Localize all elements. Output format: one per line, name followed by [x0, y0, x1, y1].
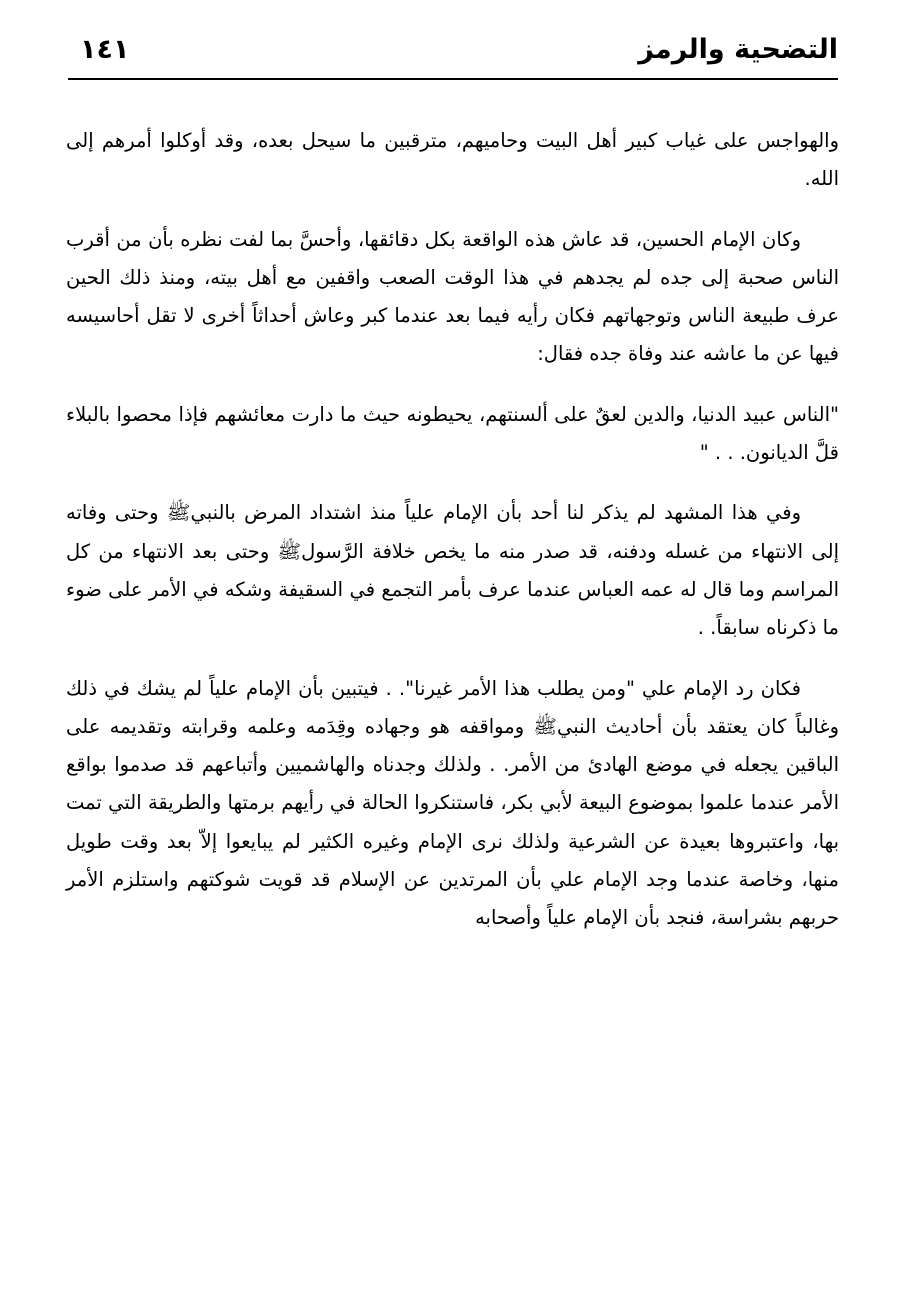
paragraph-continuation: والهواجس على غياب كبير أهل البيت وحاميهم، مترقبين ما سيحل بعده، وقد أوكلوا أمرهم إلى الله. — [66, 129, 839, 191]
body-text — [66, 122, 839, 960]
paragraph-quotation: "الناس عبيد الدنيا، والدين لعقٌ على ألسنتهم، يحيطونه حيث ما دارت معائشهم فإذا محصوا بالبلاء قلَّ الديانون. . . " — [66, 402, 839, 465]
page-number: ١٤١ — [80, 34, 130, 65]
paragraph-imam-hussein: وكان الإمام الحسين، قد عاش هذه الواقعة بكل دقائقها، وأحسَّ بما لفت نظره بأن من أقرب الناس صحبة إلى جده لم يجدهم في هذا الوقت الصعب واقفين مع أهل بيته، ومنذ ذلك الحين عرف طبيعة الناس وتوجهاتهم فكان رأيه فيما بعد عندما كبر وعاش أحداثاً أخرى لا تقل أحاسيسه فيها عن ما عاشه عند وفاة جده فقال: — [66, 227, 839, 366]
paragraph-scene: وفي هذا المشهد لم يذكر لنا أحد بأن الإمام علياً منذ اشتداد المرض بالنبيﷺ وحتى وفاته إلى الانتهاء من غسله ودفنه، قد صدر منه ما يخص خلافة الرَّسولﷺ وحتى بعد الانتهاء من كل المراسم وما قال له عمه العباس عندما عرف بأمر التجمع في السقيفة وشكه في الأمر على ضوء ما ذكرناه سابقاً. . — [66, 501, 839, 640]
running-header — [68, 28, 838, 80]
paragraph-imam-ali-reply: فكان رد الإمام علي "ومن يطلب هذا الأمر غيرنا". . فيتبين بأن الإمام علياً لم يشك في ذلك وغالباً كان يعتقد بأن أحاديث النبيﷺ ومواقفه هو وجهاده وقِدَمه وعلمه وقرابته وتقديمه على الباقين يجعله في موضع الهادئ من الأمر. . ولذلك وجدناه والهاشميين وأتباعهم قد صدموا بواقع الأمر عندما علموا بموضوع البيعة لأبي بكر، فاستنكروا الحالة في رأيهم برمتها والطريقة التي تمت بها، واعتبروها بعيدة عن الشرعية ولذلك نرى الإمام وغيره الكثير لم يبايعوا إلاّ بعد وقت طويل منها، وخاصة عندما وجد الإمام علي بأن المرتدين عن الإسلام قد قويت شوكتهم واستلزم الأمر حربهم بشراسة، فنجد بأن الإمام علياً وأصحابه — [66, 676, 839, 930]
running-title: التضحية والرمز — [638, 34, 838, 65]
